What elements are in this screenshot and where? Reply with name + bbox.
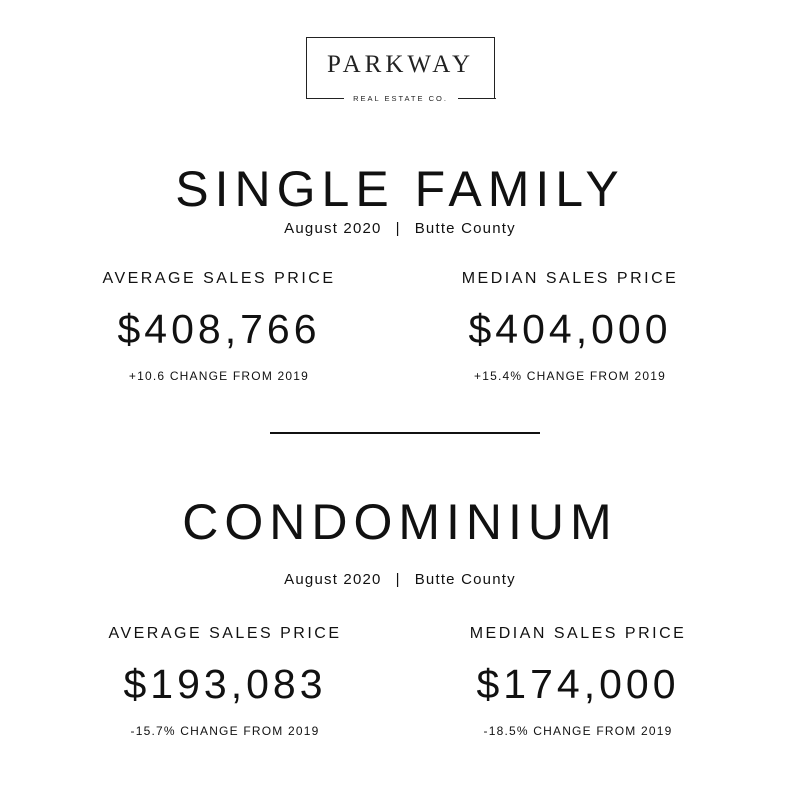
parkway-logo xyxy=(306,37,495,103)
logo-name: PARKWAY xyxy=(326,51,475,78)
condominium-median-change: -18.5% CHANGE FROM 2019 xyxy=(483,724,673,738)
condominium-average-value: $193,083 xyxy=(123,661,327,707)
section-divider xyxy=(270,432,540,434)
single-family-average xyxy=(69,271,369,382)
logo-tagline: REAL ESTATE CO. xyxy=(353,94,448,103)
condominium-average-change: -15.7% CHANGE FROM 2019 xyxy=(130,724,320,738)
single-family-average-change: +10.6 CHANGE FROM 2019 xyxy=(128,369,310,383)
single-family-average-value: $408,766 xyxy=(117,306,321,352)
single-family-median-value: $404,000 xyxy=(468,306,672,352)
condominium-average xyxy=(75,626,375,737)
condominium-date: August 2020 xyxy=(284,571,382,588)
condominium-separator: | xyxy=(395,571,401,588)
single-family-subline xyxy=(0,220,800,237)
condominium-median xyxy=(428,626,728,737)
condominium-median-label: MEDIAN SALES PRICE xyxy=(469,625,687,642)
single-family-location: Butte County xyxy=(414,220,516,237)
single-family-title: SINGLE FAMILY xyxy=(175,161,625,217)
condominium-median-value: $174,000 xyxy=(476,661,680,707)
single-family-date: August 2020 xyxy=(284,220,382,237)
single-family-median-change: +15.4% CHANGE FROM 2019 xyxy=(474,369,666,383)
single-family-separator: | xyxy=(395,220,401,237)
single-family-median xyxy=(420,271,720,382)
condominium-average-label: AVERAGE SALES PRICE xyxy=(108,625,342,642)
single-family-average-label: AVERAGE SALES PRICE xyxy=(102,270,336,287)
condominium-location: Butte County xyxy=(414,571,516,588)
condominium-subline xyxy=(0,571,800,588)
condominium-title: CONDOMINIUM xyxy=(182,494,618,550)
single-family-median-label: MEDIAN SALES PRICE xyxy=(461,270,679,287)
